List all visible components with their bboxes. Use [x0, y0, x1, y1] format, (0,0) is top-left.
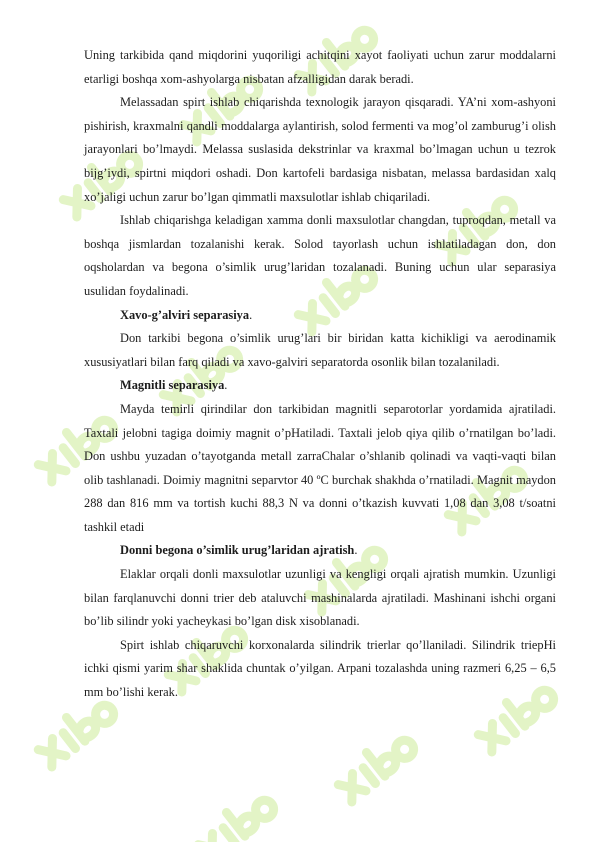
section-heading-air-sieve [84, 304, 556, 328]
paragraph-melassa: Melassadan spirt ishlab chiqarishda texnologik jarayon qisqaradi. YA’ni xom-ashyoni pishirish, kraxmalni qandli moddalarga aylantirish, solod fermenti va mog’ol zamburug’i olish jarayonlari bo’lmaydi. Melassa suslasida dekstrinlar va kraxmal bo’lmagan uchun u tezrok bijg’iydi, spirtni miqdori oshadi. Don kartofeli bardasiga nisbatan, melassa bardasidan xalq xo’jaligi uchun zarur bo’lgan qimmatli maxsulotlar ishlab chiqariladi. [84, 95, 556, 204]
heading-text: Xavo-g’alviri separasiya [120, 307, 250, 322]
paragraph-cleaning: Ishlab chiqarishga keladigan xamma donli maxsulotlar changdan, tuproqdan, metall va boshqa jismlardan tozalanishi kerak. Solod tayorlash uchun ishlatiladagan don, don oqsholardan va begona o’simlik urug’laridan tozalanadi. Buning uchun ular separasiya usulidan foydalinadi. [84, 213, 556, 298]
heading-suffix: . [224, 378, 228, 393]
paragraph-sieves: Elaklar orqali donli maxsulotlar uzunligi va kengligi orqali ajratish mumkin. Uzunligi bilan farqlanuvchi donni trier deb ataluvchi mashinalarda ajratiladi. Mashinani ishchi organi bo’lib silindr yoki yacheykasi bo’lgan disk xisoblanadi. [84, 567, 556, 629]
paragraph-trier: Spirt ishlab chiqaruvchi korxonalarda silindrik trierlar qo’llaniladi. Silindrik triepHi ichki qismi yarim shar shaklida chuntak o’yilgan. Arpani tozalashda uning razmeri 6,25 – 6,5 mm bo’lishi kerak. [84, 637, 556, 700]
paragraph-magnetic: Mayda temirli qirindilar don tarkibidan magnitli separotorlar yordamida ajratiladi. Taxtali jelobni tagiga doimiy magnit o’pHatiladi. Taxtali jelob qiya qilib o’rnatilgan bo’ladi. Don ushbu yuzadan o’tayotganda metall zarraChalar o’shlanib qolinadi va vaqti-vaqti bilan olib tashlanadi. Doimiy magnitni separvtor 40 ºC burchak shakhda o’rnatiladi. Magnit maydon 288 dan 816 mm va tortish kuchi 88,3 N va donni o’tkazish kuvvati 1,08 dan 3,08 t/soatni tashkil etadi [84, 401, 556, 534]
watermark-logo-icon [193, 787, 277, 842]
watermark-logo-icon [333, 727, 417, 802]
section-heading-magnetic [84, 374, 556, 398]
heading-suffix: . [354, 543, 358, 558]
heading-text: Donni begona o’simlik urug’laridan ajratish [120, 543, 355, 558]
paragraph-aerodynamic: Don tarkibi begona o’simlik urug’lari bir biridan katta kichikligi va aerodinamik xususiyatlari bilan farq qiladi va xavo-galviri separatorda osonlik bilan tozalaniladi. [84, 331, 556, 369]
paragraph-intro: Uning tarkibida qand miqdorini yuqoriligi achitqini xayot faoliyati uchun zarur moddalarni etarligi boshqa xom-ashyolarga nisbatan afzalligidan darak beradi. [84, 48, 556, 86]
section-heading-seed-separation [84, 539, 556, 563]
heading-suffix: . [249, 307, 253, 322]
document-body [84, 44, 556, 705]
heading-text: Magnitli separasiya [120, 378, 225, 393]
